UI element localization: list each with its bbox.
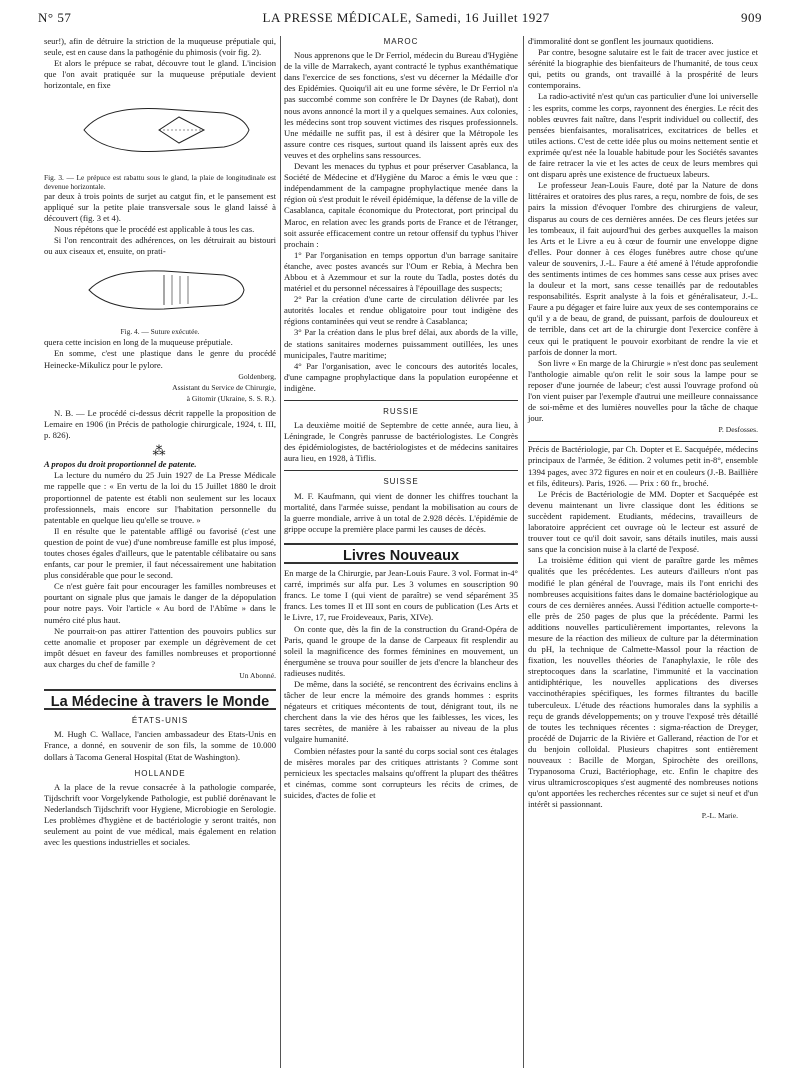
column-rule (523, 36, 524, 1068)
author-signature: Un Abonné. (239, 671, 276, 681)
book-entry: Précis de Bactériologie, par Ch. Dopter et E. Sacquépée, médecins principaux de l'armée, 3e édition. 2 volumes petit in-8°, ensemble 1394 pages, avec 372 figures en noir et en couleurs (J.-B. Baillière et fils, éditeurs). Paris, 1926. — Prix : 60 fr., broché. (528, 444, 758, 488)
paragraph: Le professeur Jean-Louis Faure, doté par la Nature de dons littéraires et oratoires des plus rares, a reçu, nombre de fois, de ses pairs la mission d'évoquer l'ombre des chirurgiens de valeur, disparus au cours de ces dernières années. De ces fleurs jetées sur les tombeaux, il fait aujourd'hui des gerbes auxquelles la maison les Arts et le Livre a eu à cœur de fournir une enveloppe digne d'elles. Pour donner à ces éloges funèbres autre chose qu'une valeur de souvenirs, J.-L. Faure a été amené à l'étude approfondie des sentiments intimes de ces hommes sans cesse aux prises avec la douleur et la mort, sans cesse tenaillés par de redoutables responsabilités. Esprit analyste à la fois et généralisateur, J.-L. Faure a pu dégager et faire luire aux yeux de ses contemporains ce qu'il y a de beau, de grand, de puissant, parfois de douloureux et de terrible, dans cet art de la chirurgie dont l'exercice confère à ceux qui le pratiquent le pouvoir exorbitant de rendre la vie et parfois de donner la mort. (528, 180, 758, 357)
paragraph: 4° Par l'organisation, avec le concours des autorités locales, d'une campagne prophylactique dans la population européenne et indigène. (284, 360, 518, 393)
figure-3-caption: Fig. 3. — Le prépuce est rabattu sous le gland, la plaie de longitudinale est devenue horizontale. (44, 172, 276, 191)
author-signature: P.-L. Marie. (701, 811, 738, 821)
figure-4-caption: Fig. 4. — Suture exécutée. (120, 327, 200, 337)
divider (284, 400, 518, 401)
paragraph: quera cette incision en long de la muqueuse préputiale. (44, 337, 233, 348)
paragraph: Devant les menaces du typhus et pour préserver Casablanca, la Société de Médecine et d'Hygiène du Maroc a émis le vœu que : indépendamment de la campagne prophylactique menée dans la région où s'est produit le réveil épidémique, la défense de la ville de Casablanca, capitale économique du Protectorat, port principal du Maroc, en relation avec les grands ports de France et de l'étranger, soit assurée efficacement contre un retour offensif du typhus l'hiver prochain : (284, 161, 518, 249)
section-heading: La Médecine à travers le Monde (44, 689, 276, 710)
paragraph: 1° Par l'organisation en temps opportun d'un barrage sanitaire étanche, avec postes avancés sur l'Oum er Rebia, à Mechra ben Abbou et à Azemmour et sur la route du Tadla, postes dotés du matériel et du personnel nécessaires à l'épouillage des suspects; (284, 249, 518, 294)
country-heading: RUSSIE (383, 407, 419, 416)
section-separator: ⁂ (152, 443, 168, 459)
paragraph: Son livre « En marge de la Chirurgie » n'est donc pas seulement l'anthologie aimable qu'on relit le soir sous la lampe pour se reposer d'une journée de labeur; c'est aussi l'ouvrage profond où l'on vient puiser par l'exemple d'autrui une meilleure connaissance de soi-même et des lumières nouvelles pour la tâche de chaque jour. (528, 357, 758, 424)
paragraph: Par contre, besogne salutaire est le fait de tracer avec justice et sérénité la biographie des bienfaiteurs de l'humanité, de tous ceux qui, petits ou grands, ont travaillé à la prospérité de leurs contemporains. (528, 47, 758, 91)
column-right (528, 36, 758, 822)
paragraph: Et alors le prépuce se rabat, découvre tout le gland. L'incision que l'on avait pratiquée sur la muqueuse préputiale devient horizontale, en fixe (44, 58, 276, 91)
paragraph: 2° Par la création d'une carte de circulation délivrée par les autorités locales et rendue obligatoire pour tout indigène des régions contaminées qui veut se rendre à Casablanca; (284, 294, 518, 327)
author-signature: P. Desfosses. (718, 425, 758, 435)
country-heading: MAROC (383, 37, 419, 46)
divider (528, 441, 758, 442)
divider (284, 470, 518, 471)
column-left (44, 36, 276, 848)
paragraph: Si l'on rencontrait des adhérences, on les détruirait au bistouri ou aux ciseaux et, ensuite, on prati- (44, 234, 276, 257)
paragraph: La troisième édition qui vient de paraître garde les mêmes qualités que les précédentes. Les auteurs d'ailleurs n'ont pas modifié le plan général de l'ouvrage, mais ils l'ont enrichi des nombreuses acquisitions faites dans le domaine bactériologique au cours de ces dernières années. Aussi l'édition actuelle comporte-t-elle près de 250 pages de plus que la précédente. Parmi les additions nouvelles particulièrement importantes, relevons la mesure de la réaction des milieux de culture par la détermination du pH, la technique de Calmette-Massol pour la réaction de fixation, les nouvelles théories de l'anaphylaxie, le rôle des streptocoques dans la scarlatine, l'immunité et la vaccination antidiphtérique, les nouvelles applications des diverses vaccinothérapies spécifiques, les formes filtrantes du bacille tuberculeux. L'étude des réactions humorales dans la syphilis a reçu de grands développements; on y trouve l'exposé très détaillé de toutes les techniques récentes : sigma-réaction de Dreyger, procédé de Dujarric de la Rivière et Gallerand, réaction de l'or et du benjoin colloïdal. Plusieurs chapitres sont entièrement nouveaux : Bacille de Morgan, Spirochète des oreillons, Trypanosoma Cruzi, Bactériophage, etc. Enfin le chapitre des virus ultramicroscopiques s'est augmenté des nombreuses notions qu'ont apportées les recherches récentes sur ce sujet si neuf et d'un intérêt si passionnant. (528, 555, 758, 810)
paragraph: Ne pourrait-on pas attirer l'attention des pouvoirs publics sur cette anomalie et proposer par exemple un dégrèvement de cet impôt désuet en faveur des familles nombreuses et proportionné aux charges du chef de famille ? (44, 625, 276, 669)
paragraph: Nous répétons que le procédé est applicable à tous les cas. (54, 223, 255, 234)
paragraph: Le Précis de Bactériologie de MM. Dopter et Sacquépée est devenu maintenant un livre classique dont les éditions se succèdent rapidement. Etudiants, médecins, travailleurs de laboratoire apprécient cet ouvrage où le lecteur est assuré de trouver tout ce qu'il doit savoir, sans détails inutiles, mais aussi sans que la concision nuise à la clarté de l'exposé. (528, 488, 758, 555)
figure-3-illustration (44, 95, 276, 168)
paragraph: La lecture du numéro du 25 Juin 1927 de La Presse Médicale me rappelle que : « En vertu de la loi du 15 Juillet 1880 le droit proportionnel de patente est établi non seulement sur les locaux professionnels, mais encore sur l'habitation personnelle du patentable en quelque lieu qu'elle se trouve. » (44, 470, 276, 525)
journal-title: LA PRESSE MÉDICALE, Samedi, 16 Juillet 1927 (262, 10, 550, 25)
paragraph: 3° Par la création dans le plus bref délai, aux abords de la ville, de stations sanitaires modernes puissamment outillées, les unes municipales, l'autre maritime; (284, 327, 518, 360)
paragraph: De même, dans la société, se rencontrent des écrivains enclins à tâcher de leur encre la mémoire des grands hommes : esprits négateurs et critiques mécontents de tout, dénigrant tout, ils ne cherchent dans la vie des héros que les faiblesses, les vices, les tares secrètes, de manière à les rabaisser au niveau de la plus vulgaire humanité. (284, 678, 518, 745)
paragraph: Nous apprenons que le Dr Ferriol, médecin du Bureau d'Hygiène de la ville de Marrakech, ayant contracté le typhus exanthématique dans l'exercice de ses fonctions, s'est vu décerner la Médaille d'or des Epidémies. Quoiqu'il ait eu une forme sévère, le Dr Ferriol n'a pas succombé comme son confrère le Dr Daynes (de Rabat), dont nous avons annoncé la mort il y a quelques semaines. Aux colonies, les médecins sont trop souvent victimes des risques professionnels. Une médaille ne suffit pas, il est à désirer que la Métropole les assure contre ces risques, surtout quand ils laissent après eux des veuves et des orphelins sans ressources. (284, 50, 518, 160)
paragraph: par deux à trois points de surjet au catgut fin, et le pansement est appliqué sur la petite plaie transversale sous le gland laissé à découvert (fig. 3 et 4). (44, 190, 276, 223)
paragraph: La deuxième moitié de Septembre de cette année, aura lieu, à Léningrade, le Congrès panrusse de bactériologistes. Le Congrès des épidémiologistes, de bactériologistes et de médecins sanitaires aura lieu, en 1928, à Tiflis. (284, 420, 518, 464)
paragraph: En somme, c'est une plastique dans le genre du procédé Heinecke-Mikulicz pour le pylore. (44, 348, 276, 370)
paragraph: d'immoralité dont se gonflent les journaux quotidiens. (528, 36, 714, 46)
running-header (38, 6, 762, 30)
paragraph: Ce n'est guère fait pour encourager les familles nombreuses et pourtant on signale plus que jamais le danger de la dépopulation pour notre pays. Voir l'article « Au bord de l'Abîme » dans le numéro cité plus haut. (44, 581, 276, 625)
country-heading: ÉTATS-UNIS (131, 716, 189, 726)
paragraph: A la place de la revue consacrée à la pathologie comparée, Tijdschrift voor Vorgelykende Pathologie, est publié dorénavant le Nederlandsch Tijdschrift voor Hygiene, Microbiogie en Serologie. Les problèmes d'hygiène et de bactériologie y seront traités, non seulement au point de vue médical, mais également en relation avec les questions industrielles et sociales. (44, 781, 276, 848)
section-heading: Livres Nouveaux (284, 543, 518, 564)
article-title: A propos du droit proportionnel de patente. (44, 459, 197, 470)
paragraph: seur!), afin de détruire la striction de la muqueuse préputiale qui, seule, est en cause dans la pathogénie du phimosis (voir fig. 2). (44, 36, 276, 58)
country-heading: HOLLANDE (134, 768, 186, 778)
paragraph: La radio-activité n'est qu'un cas particulier d'une loi universelle : les esprits, comme les corps, rayonnent des énergies. Le récit des nobles œuvres fait naître, dans l'esprit individuel ou collectif, des pensées bienfaisantes, moralisatrices, excitatrices de belles et utiles actions. C'est de cette idée plus ou moins nettement sentie et exprimée qu'est née la louable habitude pour les Sociétés savantes de faire retracer la vie et les actes de ceux de leurs membres qui ont disparu après une existence de fructueux labeurs. (528, 91, 758, 180)
note: N. B. — Le procédé ci-dessus décrit rappelle la proposition de Lemaire en 1906 (in Précis de pathologie chirurgicale, 1924, t. III, p. 826). (44, 407, 276, 441)
issue-number: N° 57 (38, 10, 72, 25)
author-signature: Goldenberg, (238, 371, 276, 381)
author-location: à Gitomir (Ukraine, S. S. R.). (186, 393, 276, 403)
page-number: 909 (740, 10, 762, 25)
paragraph: M. Hugh C. Wallace, l'ancien ambassadeur des Etats-Unis en France, a donné, en souvenir de son fils, la somme de 10.000 dollars à Tacoma General Hospital (Etat de Washington). (44, 729, 276, 762)
book-entry: En marge de la Chirurgie, par Jean-Louis Faure. 3 vol. Format in-4° carré, imprimés sur alfa pur. Les 3 volumes en souscription 90 francs. Le tome I (qui vient de paraître) se vend séparément 35 francs. Les tomes II et III sont en cours de publication (Les Arts et le Livre, 17, rue Froideveaux, Paris, XIVe). (284, 568, 518, 623)
paragraph: Combien néfastes pour la santé du corps social sont ces étalages de misères morales par des critiques attristants ? Comme sont pernicieux les spectacles malsains qu'offrent la plupart des théâtres et cinémas, comme sont corrupteurs les récits de crimes, de suicides, d'actes de folie et (284, 745, 518, 800)
column-rule (280, 36, 281, 1068)
paragraph: M. F. Kaufmann, qui vient de donner les chiffres touchant la mortalité, dans l'armée suisse, pendant la mobilisation au cours de la guerre mondiale, arrive à un total de 2.928 décès. L'épidémie de grippe occupe la première place parmi les causes de décès. (284, 490, 518, 534)
paragraph: On conte que, dès la fin de la construction du Grand-Opéra de Paris, quand le groupe de la danse de Carpeaux fit resplendir au soleil la magnificence des formes féminines en mouvement, un énergumène se trouva pour souiller de jets d'encre la blancheur des radieuses nudités. (284, 623, 518, 678)
author-affiliation: Assistant du Service de Chirurgie, (172, 382, 276, 392)
column-middle (284, 36, 518, 801)
country-heading: SUISSE (383, 477, 419, 487)
paragraph: Il en résulte que le patentable affligé ou favorisé (c'est une question de point de vue) d'une nombreuse famille est plus imposé, toutes choses égales d'ailleurs, que le patentable célibataire ou sans enfants, car pour le premier, il faut nécessairement une habitation plus considérable que pour le second. (44, 525, 276, 581)
figure-4-illustration (44, 261, 276, 322)
